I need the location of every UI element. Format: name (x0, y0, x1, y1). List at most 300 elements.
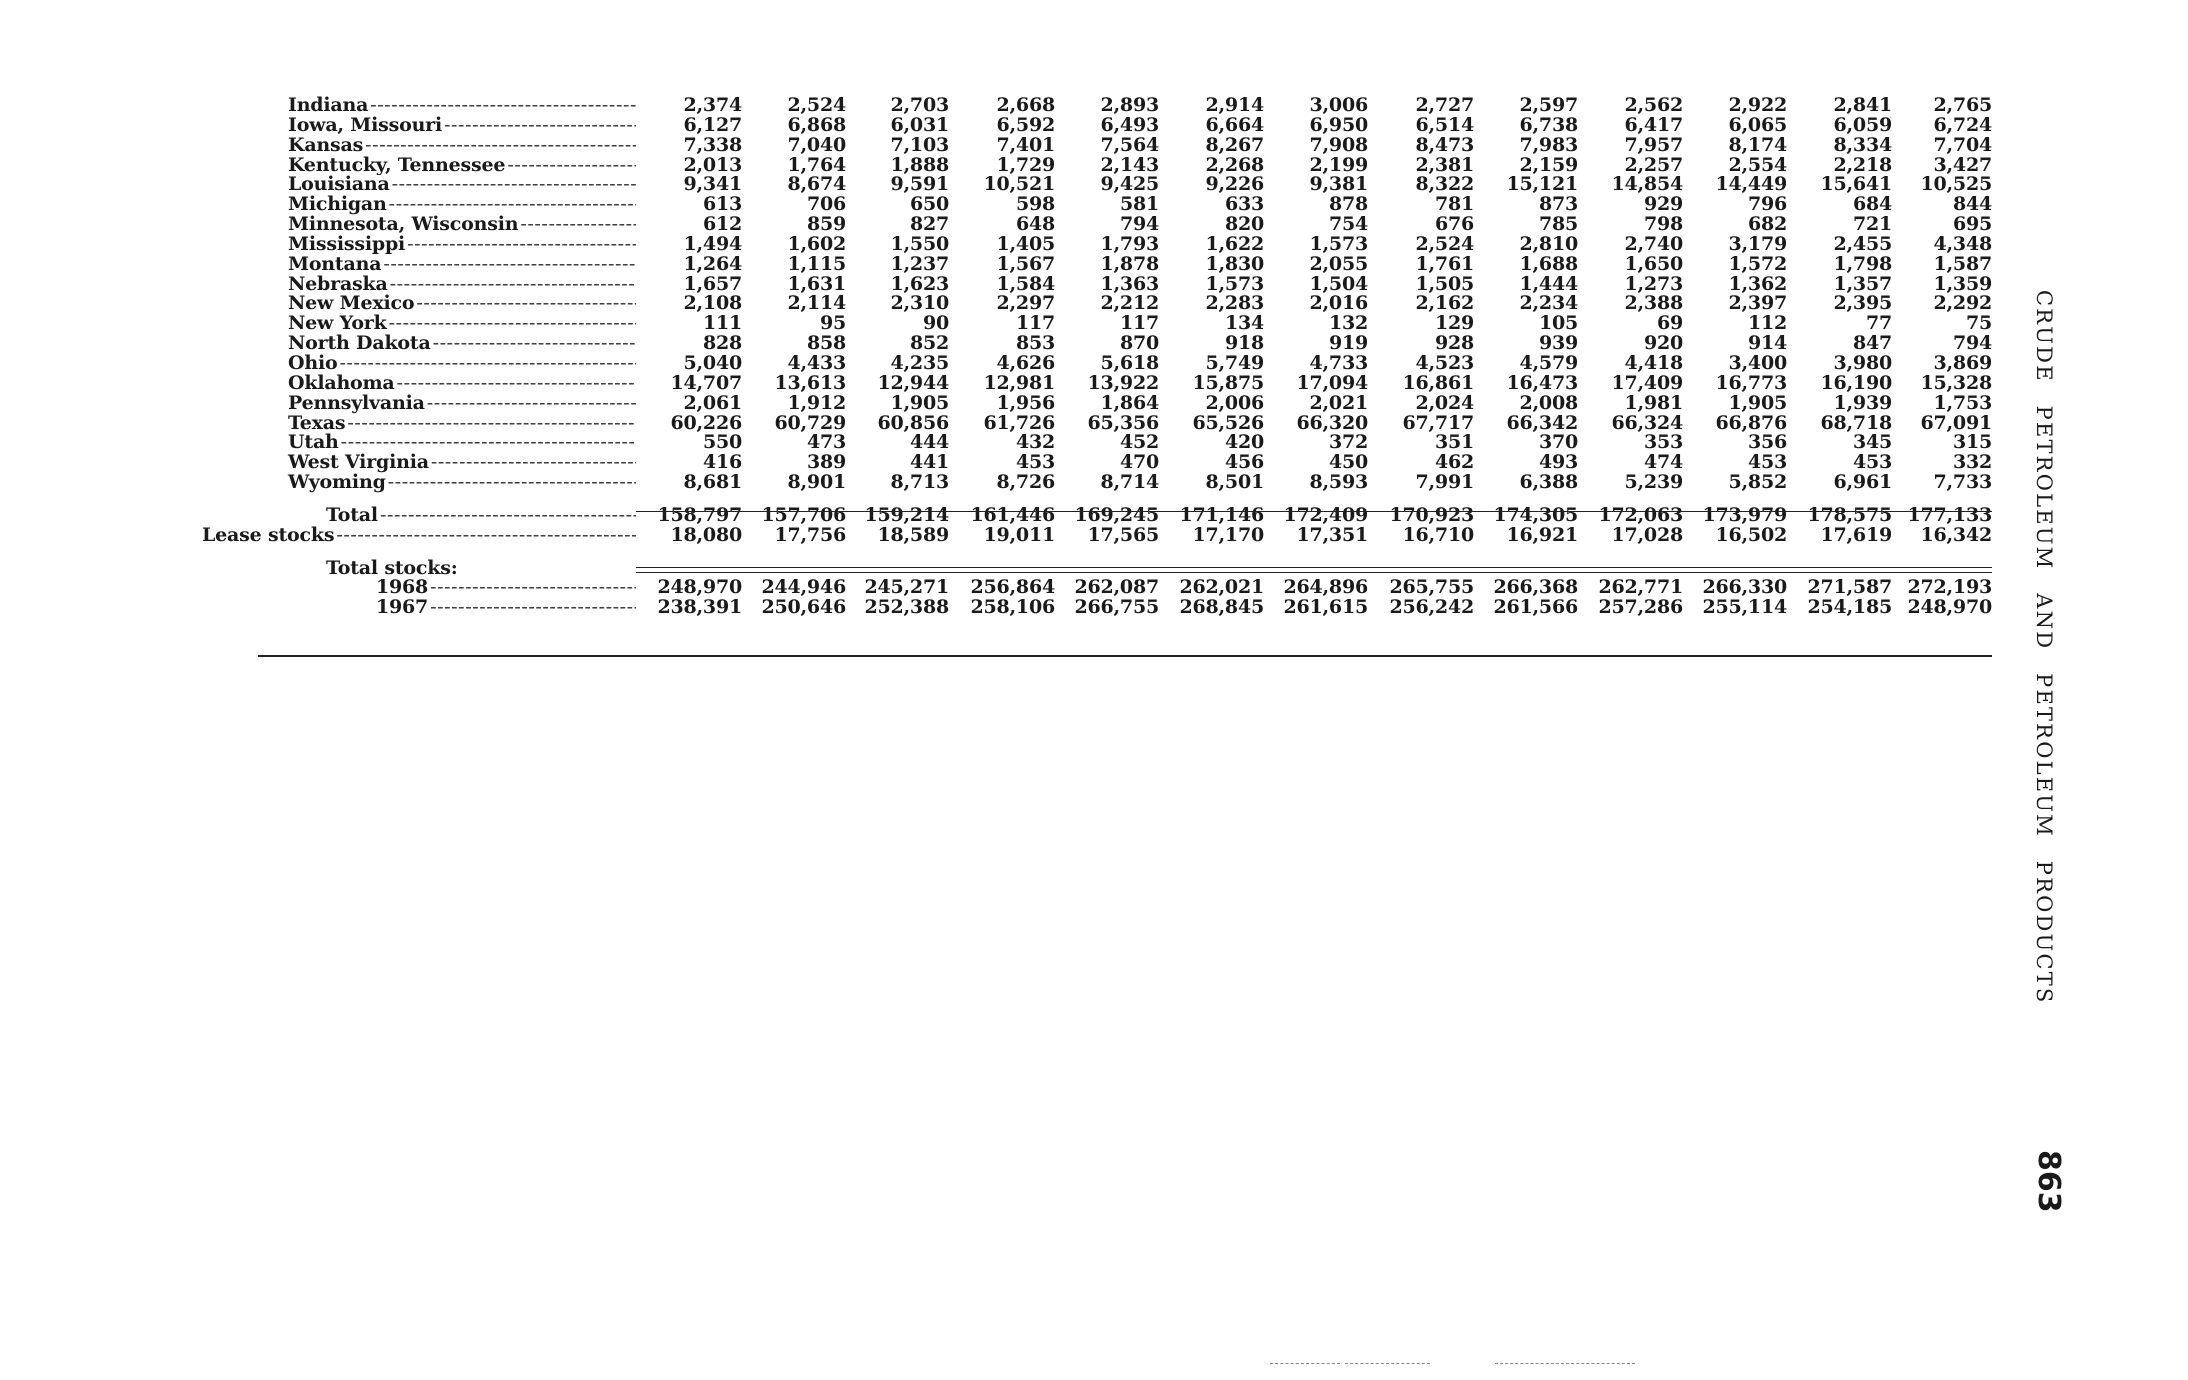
table-cell: 598 (1015, 193, 1055, 216)
table-row (258, 133, 1992, 156)
table-cell: 7,733 (1933, 471, 1992, 494)
rule-above-total-stocks-1 (636, 567, 1992, 568)
table-cell: 918 (1224, 332, 1264, 355)
table-cell: 315 (1952, 431, 1992, 454)
table-cell: 6,031 (890, 113, 949, 136)
table-cell: 2,922 (1728, 94, 1787, 116)
table-cell: 1,573 (1205, 272, 1264, 295)
table-cell: 261,615 (1283, 596, 1368, 619)
row-label: Total (326, 505, 378, 526)
table-cell: 15,641 (1820, 173, 1892, 196)
table-cell: 6,127 (683, 113, 742, 136)
table-cell: 68,718 (1820, 411, 1892, 434)
table-cell: 8,713 (890, 471, 949, 494)
table-cell: 65,356 (1087, 411, 1159, 434)
table-cell: 754 (1328, 213, 1368, 236)
table-cell: 2,159 (1519, 153, 1578, 176)
table-cell: 1,905 (890, 391, 949, 414)
table-cell: 8,593 (1309, 471, 1368, 494)
row-label: North Dakota (288, 334, 431, 354)
table-cell: 8,681 (683, 471, 742, 494)
table-cell: 265,755 (1389, 576, 1474, 599)
table-cell: 255,114 (1702, 596, 1787, 619)
table-cell: 178,575 (1807, 503, 1892, 526)
table-cell: 2,143 (1100, 153, 1159, 176)
table-cell: 161,446 (970, 503, 1055, 526)
table-cell: 2,162 (1415, 292, 1474, 315)
table-cell: 15,121 (1506, 173, 1578, 196)
table-cell: 266,368 (1493, 576, 1578, 599)
table-cell: 1,956 (996, 391, 1055, 414)
table-cell: 2,013 (683, 153, 742, 176)
table-cell: 1,905 (1728, 391, 1787, 414)
table-cell: 470 (1119, 451, 1159, 474)
table-cell: 493 (1538, 451, 1578, 474)
table-cell: 8,901 (787, 471, 846, 494)
table-row (258, 232, 1992, 255)
table-cell: 3,980 (1833, 351, 1892, 374)
row-label: Texas (288, 413, 346, 434)
table-cell: 441 (909, 451, 949, 474)
table-cell: 7,338 (683, 133, 742, 156)
row-label: Wyoming (288, 473, 386, 493)
table-cell: 1,357 (1833, 272, 1892, 295)
table-cell: 262,771 (1598, 576, 1683, 599)
table-cell: 919 (1328, 332, 1368, 355)
table-cell: 17,565 (1087, 523, 1159, 546)
table-cell: 859 (806, 213, 846, 236)
row-label: Utah (288, 433, 339, 454)
table-cell: 1,939 (1833, 391, 1892, 414)
table-cell: 4,626 (996, 351, 1055, 374)
table-cell: 169,245 (1074, 503, 1159, 526)
table-cell: 2,061 (683, 391, 742, 414)
table-cell: 1,237 (890, 252, 949, 275)
table-cell: 3,006 (1309, 94, 1368, 116)
table-cell: 7,957 (1624, 133, 1683, 156)
table-cell: 351 (1434, 431, 1474, 454)
table-cell: 6,592 (996, 113, 1055, 136)
running-head-text: CRUDE PETROLEUM AND PETROLEUM PRODUCTS (2032, 290, 2056, 1005)
table-cell: 613 (702, 193, 742, 216)
table-row (258, 96, 1992, 116)
table-cell: 16,342 (1920, 523, 1992, 546)
row-label: 1967 (376, 598, 429, 619)
table-cell: 266,330 (1702, 576, 1787, 599)
table-cell: 2,562 (1624, 94, 1683, 116)
table-cell: 272,193 (1907, 576, 1992, 599)
table-cell: 90 (922, 312, 949, 335)
table-cell: 8,714 (1100, 471, 1159, 494)
table-cell: 262,087 (1074, 576, 1159, 599)
total-stocks-row (258, 598, 1992, 618)
table-cell: 2,597 (1519, 94, 1578, 116)
table-cell: 1,359 (1933, 272, 1992, 295)
table-cell: 474 (1643, 451, 1683, 474)
table-cell: 77 (1865, 312, 1892, 335)
table-cell: 248,970 (1907, 596, 1992, 619)
table-cell: 432 (1015, 431, 1055, 454)
table-cell: 2,374 (683, 94, 742, 116)
table-cell: 4,733 (1309, 351, 1368, 374)
table-cell: 66,324 (1611, 411, 1683, 434)
page-number-text: 863 (2031, 1150, 2066, 1213)
table-cell: 1,981 (1624, 391, 1683, 414)
table-cell: 66,320 (1296, 411, 1368, 434)
table-cell: 18,080 (670, 523, 742, 546)
table-cell: 8,473 (1415, 133, 1474, 156)
table-cell: 16,190 (1820, 371, 1892, 394)
row-label: Michigan (288, 195, 387, 216)
table-row (258, 391, 1992, 414)
table-cell: 268,845 (1179, 596, 1264, 619)
table-cell: 853 (1015, 332, 1055, 355)
table-cell: 16,473 (1506, 371, 1578, 394)
table-cell: 18,589 (877, 523, 949, 546)
table-cell: 6,868 (787, 113, 846, 136)
table-cell: 2,397 (1728, 292, 1787, 315)
table-cell: 2,703 (890, 94, 949, 116)
row-label: Nebraska (288, 274, 388, 295)
table-cell: 158,797 (657, 503, 742, 526)
table-cell: 345 (1852, 431, 1892, 454)
table-cell: 1,622 (1205, 232, 1264, 255)
table-cell: 2,283 (1205, 292, 1264, 315)
table-cell: 1,729 (996, 153, 1055, 176)
table-cell: 1,584 (996, 272, 1055, 295)
table-cell: 266,755 (1074, 596, 1159, 619)
table-cell: 2,257 (1624, 153, 1683, 176)
table-cell: 9,591 (890, 173, 949, 196)
table-cell: 129 (1434, 312, 1474, 335)
table-cell: 2,114 (787, 292, 846, 315)
scan-artifact (1270, 1363, 1340, 1364)
row-label: Montana (288, 254, 382, 275)
stocks-table (202, 94, 1992, 619)
table-cell: 676 (1434, 213, 1474, 236)
table-cell: 2,199 (1309, 153, 1368, 176)
table-cell: 1,572 (1728, 252, 1787, 275)
table-cell: 14,854 (1611, 173, 1683, 196)
table-cell: 929 (1643, 193, 1683, 216)
table-cell: 2,008 (1519, 391, 1578, 414)
table-cell: 5,618 (1100, 351, 1159, 374)
table-cell: 1,444 (1519, 272, 1578, 295)
table-cell: 648 (1015, 213, 1055, 236)
table-cell: 117 (1015, 312, 1055, 335)
table-cell: 456 (1224, 451, 1264, 474)
table-cell: 2,388 (1624, 292, 1683, 315)
table-cell: 17,351 (1296, 523, 1368, 546)
table-cell: 7,040 (787, 133, 846, 156)
table-cell: 111 (702, 312, 742, 335)
total-row (258, 503, 1992, 526)
table-cell: 15,875 (1192, 371, 1264, 394)
table-cell: 1,494 (683, 232, 742, 255)
table-cell: 920 (1643, 332, 1683, 355)
table-cell: 1,761 (1415, 252, 1474, 275)
table-cell: 2,914 (1205, 94, 1264, 116)
table-cell: 16,502 (1715, 523, 1787, 546)
table-cell: 157,706 (761, 503, 846, 526)
running-head (2032, 290, 2076, 1005)
table-cell: 248,970 (657, 576, 742, 599)
table-cell: 159,214 (864, 503, 949, 526)
table-cell: 2,455 (1833, 232, 1892, 255)
table-cell: 17,756 (774, 523, 846, 546)
table-cell: 6,950 (1309, 113, 1368, 136)
table-cell: 462 (1434, 451, 1474, 474)
table-cell: 256,864 (970, 576, 1055, 599)
table-cell: 6,664 (1205, 113, 1264, 136)
table-cell: 353 (1643, 431, 1683, 454)
table-cell: 12,981 (983, 371, 1055, 394)
row-label: New Mexico (288, 294, 415, 315)
table-cell: 1,264 (683, 252, 742, 275)
table-row (258, 473, 1992, 493)
table-cell: 66,876 (1715, 411, 1787, 434)
table-cell: 171,146 (1179, 503, 1264, 526)
table-cell: 2,006 (1205, 391, 1264, 414)
table-cell: 19,011 (983, 523, 1055, 546)
table-cell: 61,726 (983, 411, 1055, 434)
table-cell: 6,961 (1833, 471, 1892, 494)
table-cell: 9,425 (1100, 173, 1159, 196)
rule-above-total-stocks-2 (636, 572, 1992, 573)
table-cell: 2,297 (996, 292, 1055, 315)
table-cell: 60,856 (877, 411, 949, 434)
row-label: Lease stocks (202, 525, 335, 546)
table-cell: 60,226 (670, 411, 742, 434)
table-cell: 7,704 (1933, 133, 1992, 156)
table-cell: 244,946 (761, 576, 846, 599)
table-cell: 450 (1328, 451, 1368, 474)
table-cell: 10,525 (1920, 173, 1992, 196)
table-cell: 4,235 (890, 351, 949, 374)
table-cell: 7,983 (1519, 133, 1578, 156)
table-cell: 16,710 (1402, 523, 1474, 546)
table-cell: 2,524 (787, 94, 846, 116)
table-cell: 12,944 (877, 371, 949, 394)
table-cell: 257,286 (1598, 596, 1683, 619)
lease-stocks-row (202, 523, 1992, 546)
table-cell: 15,328 (1920, 371, 1992, 394)
table-cell: 581 (1119, 193, 1159, 216)
table-cell: 2,841 (1833, 94, 1892, 116)
table-cell: 721 (1852, 213, 1892, 236)
table-cell: 2,381 (1415, 153, 1474, 176)
table-cell: 796 (1747, 193, 1787, 216)
table-cell: 60,729 (774, 411, 846, 434)
table-cell: 16,861 (1402, 371, 1474, 394)
table-cell: 356 (1747, 431, 1787, 454)
table-cell: 2,524 (1415, 232, 1474, 255)
table-cell: 8,174 (1728, 133, 1787, 156)
table-cell: 1,623 (890, 272, 949, 295)
table-cell: 452 (1119, 431, 1159, 454)
table-cell: 827 (909, 213, 949, 236)
table-cell: 453 (1015, 451, 1055, 474)
table-cell: 2,554 (1728, 153, 1787, 176)
table-cell: 8,726 (996, 471, 1055, 494)
scan-artifact (1495, 1363, 1635, 1364)
table-cell: 1,793 (1100, 232, 1159, 255)
table-cell: 132 (1328, 312, 1368, 335)
table-cell: 1,888 (890, 153, 949, 176)
table-cell: 3,179 (1728, 232, 1787, 255)
table-bottom-rule (258, 655, 1992, 657)
table-cell: 785 (1538, 213, 1578, 236)
table-cell: 2,234 (1519, 292, 1578, 315)
table-cell: 250,646 (761, 596, 846, 619)
table-cell: 1,798 (1833, 252, 1892, 275)
table-cell: 928 (1434, 332, 1474, 355)
table-cell: 612 (702, 213, 742, 236)
table-cell: 416 (702, 451, 742, 474)
table-cell: 4,579 (1519, 351, 1578, 374)
table-cell: 1,362 (1728, 272, 1787, 295)
table-cell: 1,864 (1100, 391, 1159, 414)
table-cell: 847 (1852, 332, 1892, 355)
table-cell: 8,322 (1415, 173, 1474, 196)
table-cell: 3,427 (1933, 153, 1992, 176)
table-cell: 4,418 (1624, 351, 1683, 374)
scan-artifact (1345, 1363, 1430, 1364)
table-cell: 258,106 (970, 596, 1055, 619)
table-cell: 13,922 (1087, 371, 1159, 394)
table-cell: 14,707 (670, 371, 742, 394)
table-cell: 706 (806, 193, 846, 216)
table-cell: 550 (702, 431, 742, 454)
table-row (258, 113, 1992, 136)
table-row (258, 215, 1992, 235)
table-row (258, 334, 1992, 354)
table-cell: 389 (806, 451, 846, 474)
table-cell: 6,514 (1415, 113, 1474, 136)
table-cell: 75 (1965, 312, 1992, 335)
table-cell: 1,567 (996, 252, 1055, 275)
table-cell: 252,388 (864, 596, 949, 619)
table-cell: 2,395 (1833, 292, 1892, 315)
table-cell: 8,334 (1833, 133, 1892, 156)
table-cell: 2,212 (1100, 292, 1159, 315)
table-cell: 69 (1656, 312, 1683, 335)
row-label: New York (288, 314, 387, 335)
table-cell: 939 (1538, 332, 1578, 355)
table-cell: 13,613 (774, 371, 846, 394)
table-cell: 1,688 (1519, 252, 1578, 275)
row-label: Mississippi (288, 234, 406, 255)
table-cell: 682 (1747, 213, 1787, 236)
table-cell: 633 (1224, 193, 1264, 216)
table-cell: 2,765 (1933, 94, 1992, 116)
table-cell: 4,433 (787, 351, 846, 374)
table-cell: 370 (1538, 431, 1578, 454)
table-cell: 9,381 (1309, 173, 1368, 196)
table-cell: 1,764 (787, 153, 846, 176)
table-cell: 2,727 (1415, 94, 1474, 116)
table-cell: 8,267 (1205, 133, 1264, 156)
table-cell: 7,401 (996, 133, 1055, 156)
table-cell: 2,268 (1205, 153, 1264, 176)
table-cell: 695 (1952, 213, 1992, 236)
table-row (258, 371, 1992, 394)
table-cell: 3,400 (1728, 351, 1787, 374)
table-cell: 4,348 (1933, 232, 1992, 255)
row-label: Louisiana (288, 175, 390, 196)
table-cell: 16,773 (1715, 371, 1787, 394)
table-row (258, 252, 1992, 275)
table-cell: 238,391 (657, 596, 742, 619)
table-cell: 2,310 (890, 292, 949, 315)
table-cell: 4,523 (1415, 351, 1474, 374)
table-cell: 134 (1224, 312, 1264, 335)
table-cell: 5,239 (1624, 471, 1683, 494)
table-cell: 6,059 (1833, 113, 1892, 136)
row-label: 1968 (376, 578, 429, 599)
table-cell: 172,409 (1283, 503, 1368, 526)
table-cell: 17,094 (1296, 371, 1368, 394)
table-cell: 3,869 (1933, 351, 1992, 374)
table-cell: 256,242 (1389, 596, 1474, 619)
table-cell: 264,896 (1283, 576, 1368, 599)
row-label: West Virginia (288, 453, 429, 474)
table-cell: 66,342 (1506, 411, 1578, 434)
table-cell: 177,133 (1907, 503, 1992, 526)
table-cell: 6,493 (1100, 113, 1159, 136)
table-cell: 781 (1434, 193, 1474, 216)
state-rows (258, 96, 1992, 493)
table-cell: 1,650 (1624, 252, 1683, 275)
table-cell: 8,674 (787, 173, 846, 196)
table-cell: 17,409 (1611, 371, 1683, 394)
row-label: Kentucky, Tennessee (288, 155, 506, 176)
table-cell: 1,912 (787, 391, 846, 414)
table-cell: 14,449 (1715, 173, 1787, 196)
table-cell: 453 (1852, 451, 1892, 474)
row-label: Ohio (288, 353, 338, 374)
table-cell: 332 (1952, 451, 1992, 474)
table-cell: 650 (909, 193, 949, 216)
table-cell: 420 (1224, 431, 1264, 454)
table-cell: 2,055 (1309, 252, 1368, 275)
table-cell: 1,573 (1309, 232, 1368, 255)
row-label: Minnesota, Wisconsin (288, 215, 519, 235)
table-cell: 2,740 (1624, 232, 1683, 255)
table-cell: 1,550 (890, 232, 949, 255)
table-cell: 5,852 (1728, 471, 1787, 494)
table-cell: 17,170 (1192, 523, 1264, 546)
table-cell: 1,505 (1415, 272, 1474, 295)
table-cell: 852 (909, 332, 949, 355)
table-cell: 1,363 (1100, 272, 1159, 295)
table-cell: 6,738 (1519, 113, 1578, 136)
table-cell: 1,504 (1309, 272, 1368, 295)
table-cell: 8,501 (1205, 471, 1264, 494)
table-cell: 453 (1747, 451, 1787, 474)
table-cell: 105 (1538, 312, 1578, 335)
table-cell: 67,717 (1402, 411, 1474, 434)
table-cell: 858 (806, 332, 846, 355)
table-cell: 173,979 (1702, 503, 1787, 526)
table-cell: 16,921 (1506, 523, 1578, 546)
row-label: Iowa, Missouri (288, 115, 443, 136)
table-cell: 254,185 (1807, 596, 1892, 619)
table-cell: 2,292 (1933, 292, 1992, 315)
table-cell: 2,668 (996, 94, 1055, 116)
table-cell: 9,341 (683, 173, 742, 196)
table-cell: 6,724 (1933, 113, 1992, 136)
